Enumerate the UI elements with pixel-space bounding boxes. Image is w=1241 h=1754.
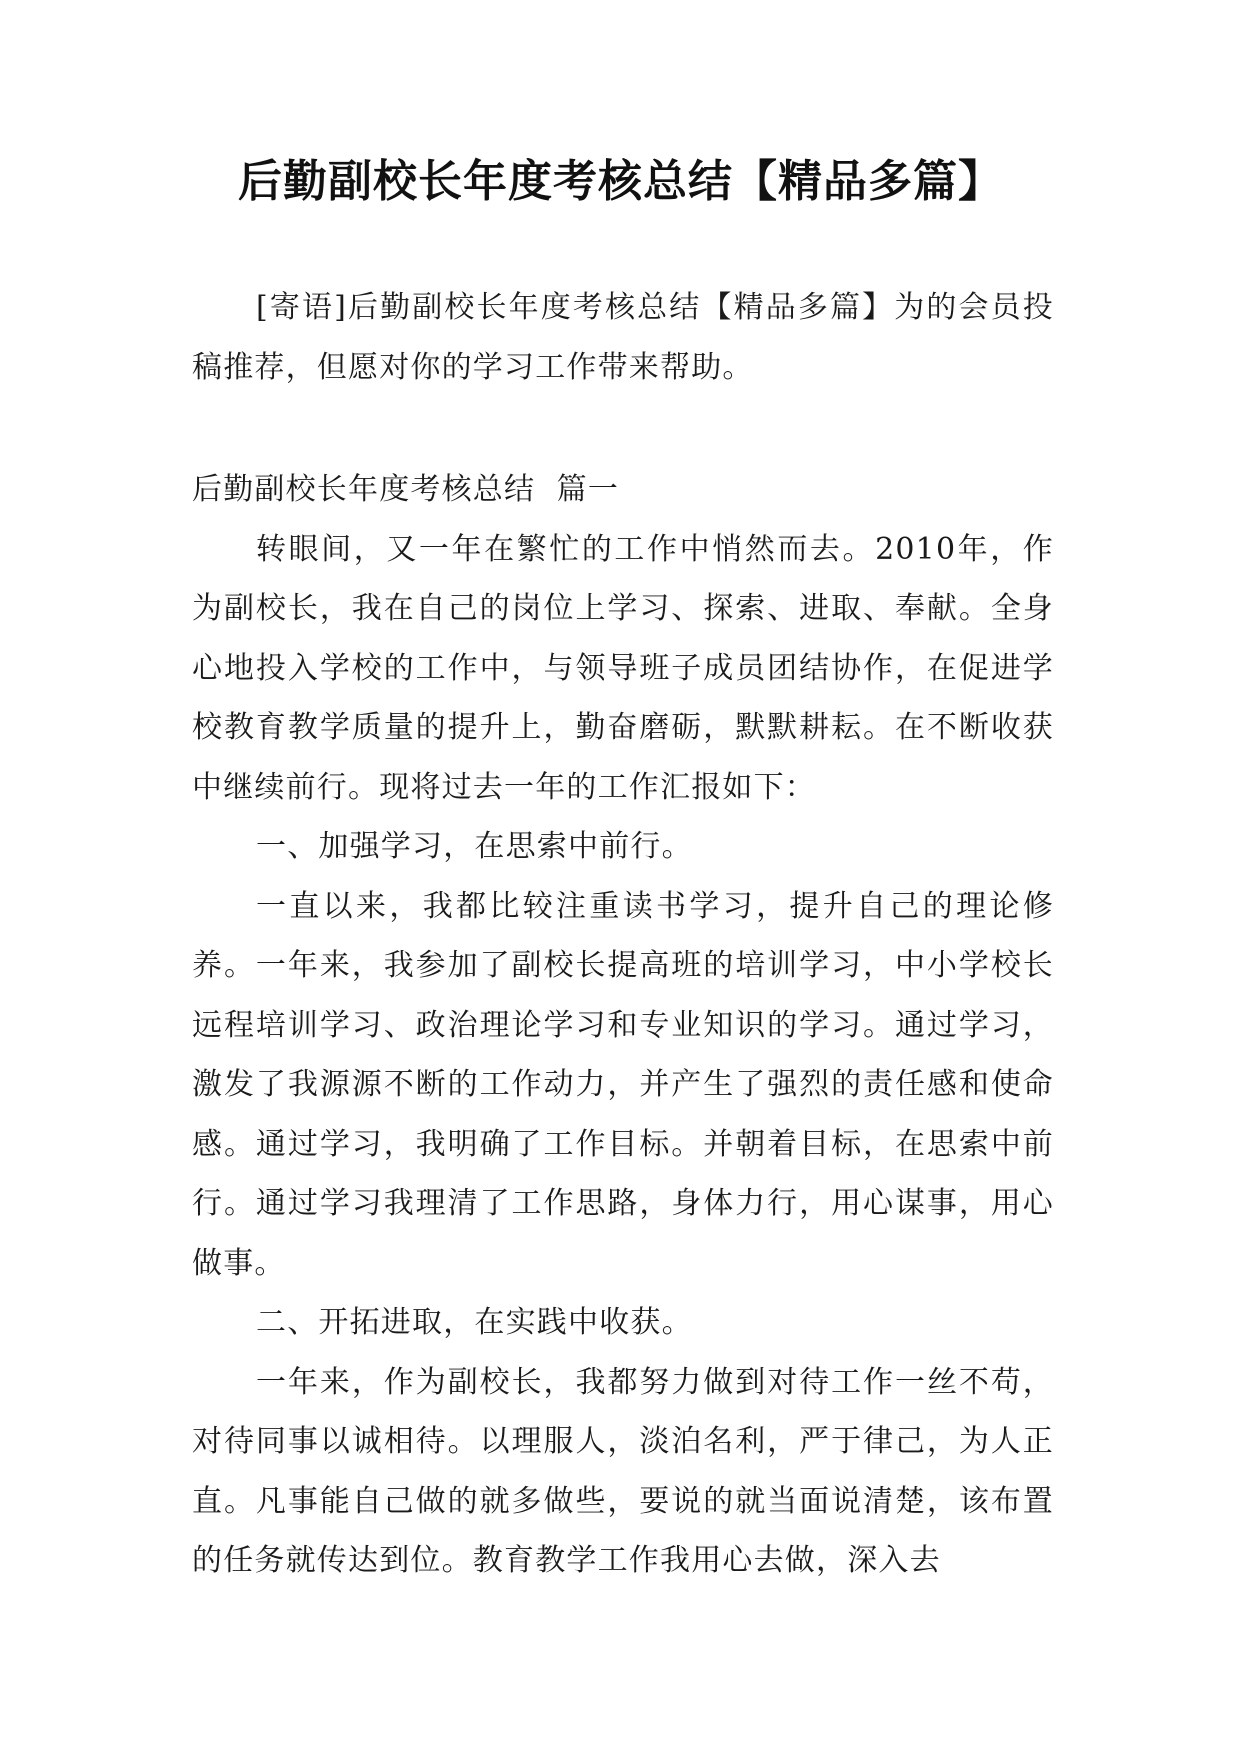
section-heading: 一、加强学习，在思索中前行。 bbox=[256, 829, 693, 864]
body-paragraph: 转眼间，又一年在繁忙的工作中悄然而去。2010年，作为副校长，我在自己的岗位上学习、探索、进取、奉献。全身心地投入学校的工作中，与领导班子成员团结协作，在促进学校教育教学质量的提升上，勤奋磨砺，默默耕耘。在不断收获中继续前行。现将过去一年的工作汇报如下： bbox=[192, 531, 1054, 805]
intro-paragraph: [寄语]后勤副校长年度考核总结【精品多篇】为的会员投稿推荐，但愿对你的学习工作带来帮助。 bbox=[192, 290, 1054, 385]
section-heading: 二、开拓进取，在实践中收获。 bbox=[256, 1305, 693, 1340]
body-paragraph: 一年来，作为副校长，我都努力做到对待工作一丝不苟，对待同事以诚相待。以理服人，淡泊名利，严于律己，为人正直。凡事能自己做的就多做些，要说的就当面说清楚，该布置的任务就传达到位。教育教学工作我用心去做，深入去 bbox=[192, 1364, 1054, 1578]
document-title: 后勤副校长年度考核总结【精品多篇】 bbox=[238, 156, 1003, 207]
section-title: 后勤副校长年度考核总结 篇一 bbox=[192, 472, 620, 507]
body-paragraph: 一直以来，我都比较注重读书学习，提升自己的理论修养。一年来，我参加了副校长提高班的培训学习，中小学校长远程培训学习、政治理论学习和专业知识的学习。通过学习，激发了我源源不断的工作动力，并产生了强烈的责任感和使命感。通过学习，我明确了工作目标。并朝着目标，在思索中前行。通过学习我理清了工作思路，身体力行，用心谋事，用心做事。 bbox=[192, 888, 1054, 1281]
article-body bbox=[192, 460, 1054, 1591]
intro-block bbox=[192, 278, 1054, 397]
